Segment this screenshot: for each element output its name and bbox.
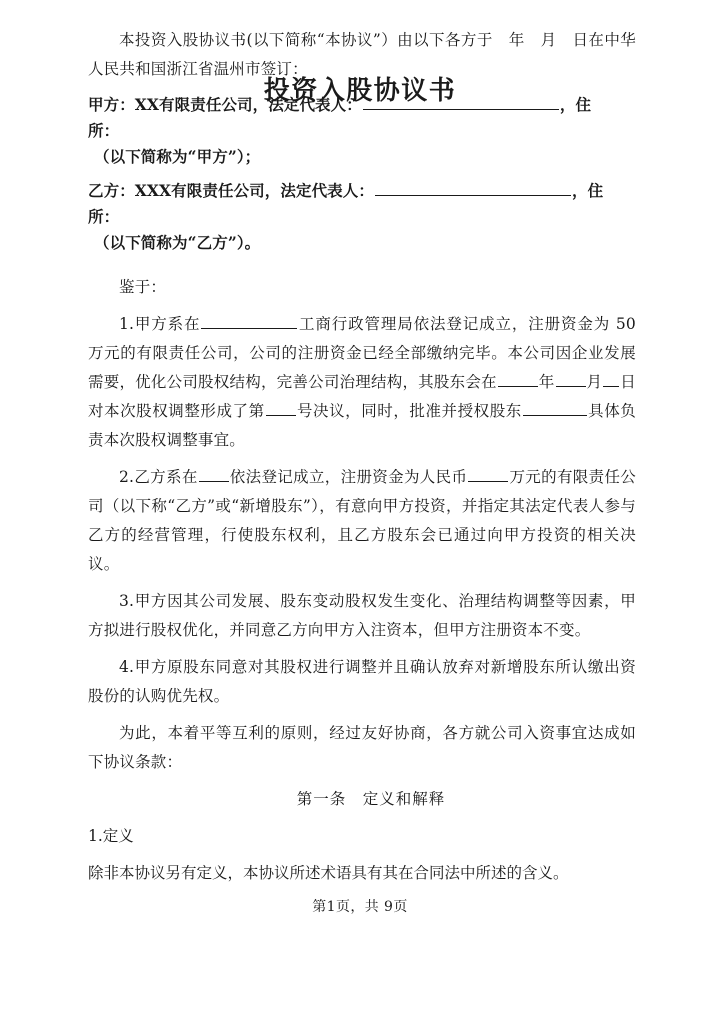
whereas-label: 鉴于：: [119, 278, 167, 296]
spacer: [88, 302, 636, 310]
recital-4-text: 甲方原股东同意对其股权进行调整并且确认放弃对新增股东所认缴出资股份的认购优先权。: [88, 658, 636, 705]
recital-1-seg3: 年: [538, 373, 555, 391]
document-body: [88, 0, 636, 888]
party-b-suffix: ，住 所：: [88, 181, 619, 226]
preamble-paragraph: 本投资入股协议书(以下简称“本协议”）由以下各方于 年 月 日在中华人民共和国浙江省温州市签订：: [88, 31, 636, 78]
recital-1-month-blank[interactable]: [556, 370, 586, 387]
recital-1-resolution-no-blank[interactable]: [266, 399, 296, 416]
page-footer: 第1页，共 9页: [312, 899, 408, 915]
spacer: [88, 0, 636, 26]
spacer: [88, 814, 636, 822]
spacer: [88, 455, 636, 463]
spacer: [88, 645, 636, 653]
spacer: [88, 777, 636, 785]
party-b-shortname: （以下简称为“乙方”）。: [94, 233, 261, 252]
recital-1-number: 1.: [119, 315, 135, 333]
section-body-definition: 除非本协议另有定义，本协议所述术语具有其在合同法中所述的含义。: [88, 864, 569, 882]
recital-item-1: [88, 310, 636, 455]
spacer: [88, 170, 636, 178]
recital-2-number: 2.: [119, 468, 135, 486]
recital-2-seg2: 依法登记成立，注册资金为人民币: [229, 468, 468, 486]
article-heading-1: 第一条 定义和解释: [296, 790, 446, 808]
party-a-legal-rep-blank[interactable]: [363, 93, 559, 110]
recital-1-shareholder-blank[interactable]: [523, 399, 587, 416]
recital-1-seg6: 号决议，同时，批准并授权股东: [296, 402, 522, 420]
recital-item-2: [88, 463, 636, 579]
recital-1-seg1: 甲方系在: [134, 315, 201, 333]
spacer: [88, 256, 636, 273]
recital-1-year-blank[interactable]: [498, 370, 538, 387]
recital-2-place-blank[interactable]: [199, 465, 229, 482]
recital-1-day-blank[interactable]: [603, 370, 619, 387]
recital-1-seg2: 工商行政管理局依法登记成立，注册资金为 50 万元的有限责任公司，公司的注册资金已经全部缴纳完毕。本公司因企业发展需要，优化公司股权结构，完善公司治理结构，其股东会在: [88, 315, 636, 391]
recital-1-seg7: 具体负责本次股权调整事宜。: [88, 402, 636, 449]
party-b-legal-rep-blank[interactable]: [375, 179, 571, 196]
recital-2-seg1: 乙方系在: [134, 468, 198, 486]
recital-1-registry-blank[interactable]: [201, 312, 297, 329]
party-a-suffix: ，住 所：: [88, 95, 607, 140]
recital-1-seg4: 月: [586, 373, 603, 391]
party-a-shortname: （以下简称为“甲方”）；: [94, 147, 261, 166]
section-number-definition: 1.定义: [88, 827, 134, 845]
recital-3-text: 甲方因其公司发展、股东变动股权发生变化、治理结构调整等因素，甲方拟进行股权优化，并同意乙方向甲方入注资本，但甲方注册资本不变。: [88, 592, 636, 639]
recital-4-number: 4.: [119, 658, 135, 676]
spacer: [88, 851, 636, 859]
party-b-block: [88, 178, 636, 256]
recital-1-seg5: 日对本次股权调整形成了第: [88, 373, 637, 420]
spacer: [88, 711, 636, 719]
closing-paragraph: 为此，本着平等互利的原则，经过友好协商，各方就公司入资事宜达成如下协议条款：: [88, 724, 636, 771]
recital-3-number: 3.: [119, 592, 135, 610]
recital-item-4: [88, 653, 636, 711]
party-a-block: [88, 92, 636, 170]
spacer: [88, 84, 636, 92]
spacer: [88, 579, 636, 587]
recital-item-3: [88, 587, 636, 645]
page-title: 投资入股协议书: [263, 76, 457, 106]
recital-2-seg3: 万元的有限责任公司（以下称“乙方”或“新增股东”），有意向甲方投资，并指定其法定代表人参与乙方的经营管理，行使股东权利，且乙方股东会已通过向甲方投资的相关决议。: [88, 468, 636, 573]
recital-2-capital-blank[interactable]: [468, 465, 508, 482]
party-a-prefix: 甲方：XX有限责任公司，法定代表人：: [88, 95, 362, 114]
party-b-prefix: 乙方：XXX有限责任公司，法定代表人：: [88, 181, 374, 200]
